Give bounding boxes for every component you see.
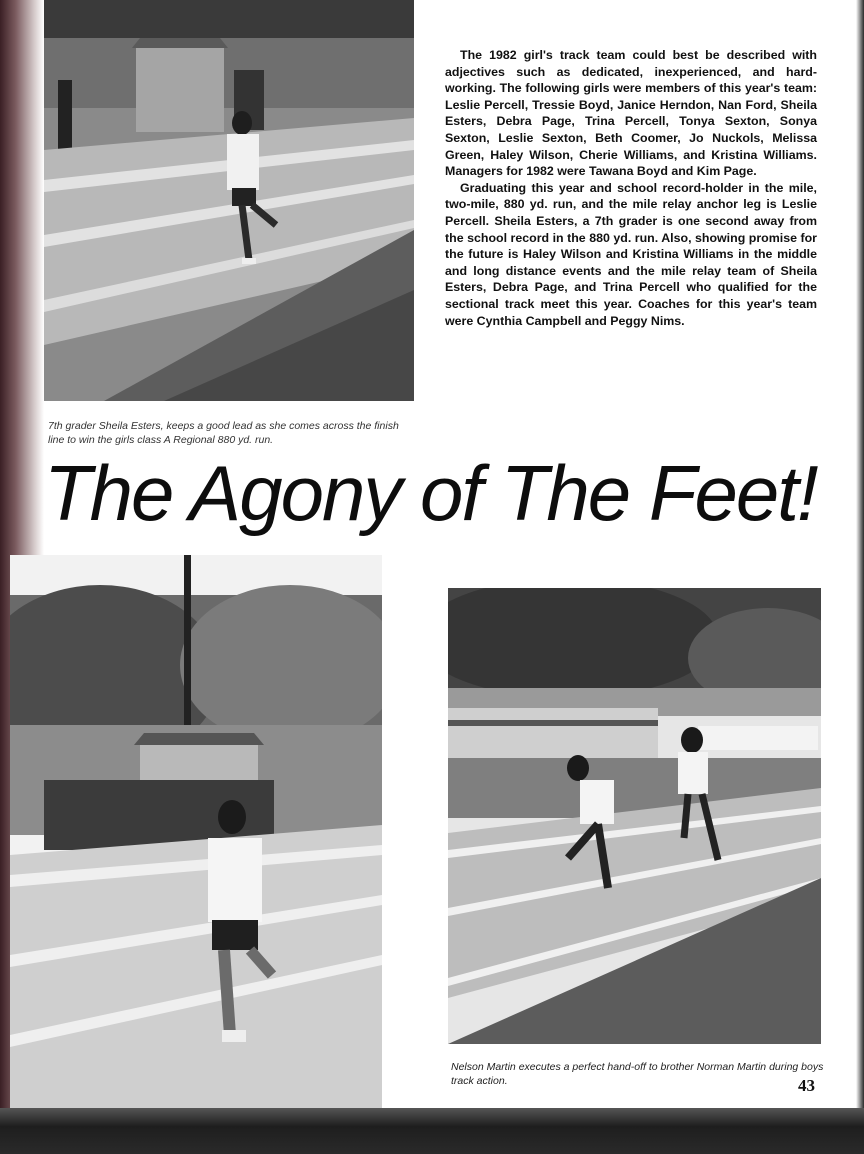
article-paragraph: Graduating this year and school record-holder in the mile, two-mile, 880 yd. run, and the mile relay anchor leg is Leslie Percell. Sheila Esters, a 7th grader is one second away from the school record in the 880 yd. run. Also, showing promise for the future is Haley Wilson and Kristina Williams in the middle and long distance events and the mile relay team of Sheila Esters, Debra Page, and Trina Percell who qualified for the sectional track meet this year. Coaches for this year's team were Cynthia Campbell and Peggy Nims. [445, 180, 817, 328]
photo-relay-handoff [448, 588, 821, 1044]
page-headline: The Agony of The Feet! [44, 449, 817, 537]
photo-caption-bottom-right: Nelson Martin executes a perfect hand-off to brother Norman Martin during boys track action. [451, 1061, 824, 1087]
photo-girl-runner-finish-line [44, 0, 414, 401]
photo-girl-runner-rain [10, 555, 382, 1110]
book-bottom-edge [0, 1108, 864, 1154]
page-edge-shadow [856, 0, 864, 1154]
article-paragraph: The 1982 girl's track team could best be described with adjectives such as dedicated, inexperienced, and hard-working. The following girls were members of this year's team: Leslie Percell, Tressie Boyd, Janice Herndon, Nan Ford, Sheila Esters, Debra Page, Trina Percell, Tonya Sexton, Sonya Sexton, Leslie Sexton, Beth Coomer, Jo Nuckols, Melissa Green, Haley Wilson, Cherie Williams, and Kristina Williams. Managers for 1982 were Tawana Boyd and Kim Page. [445, 48, 817, 179]
article-body [445, 47, 817, 329]
photo-caption-top: 7th grader Sheila Esters, keeps a good lead as she comes across the finish line to win the girls class A Regional 880 yd. run. [48, 420, 399, 446]
page-number: 43 [798, 1076, 815, 1095]
